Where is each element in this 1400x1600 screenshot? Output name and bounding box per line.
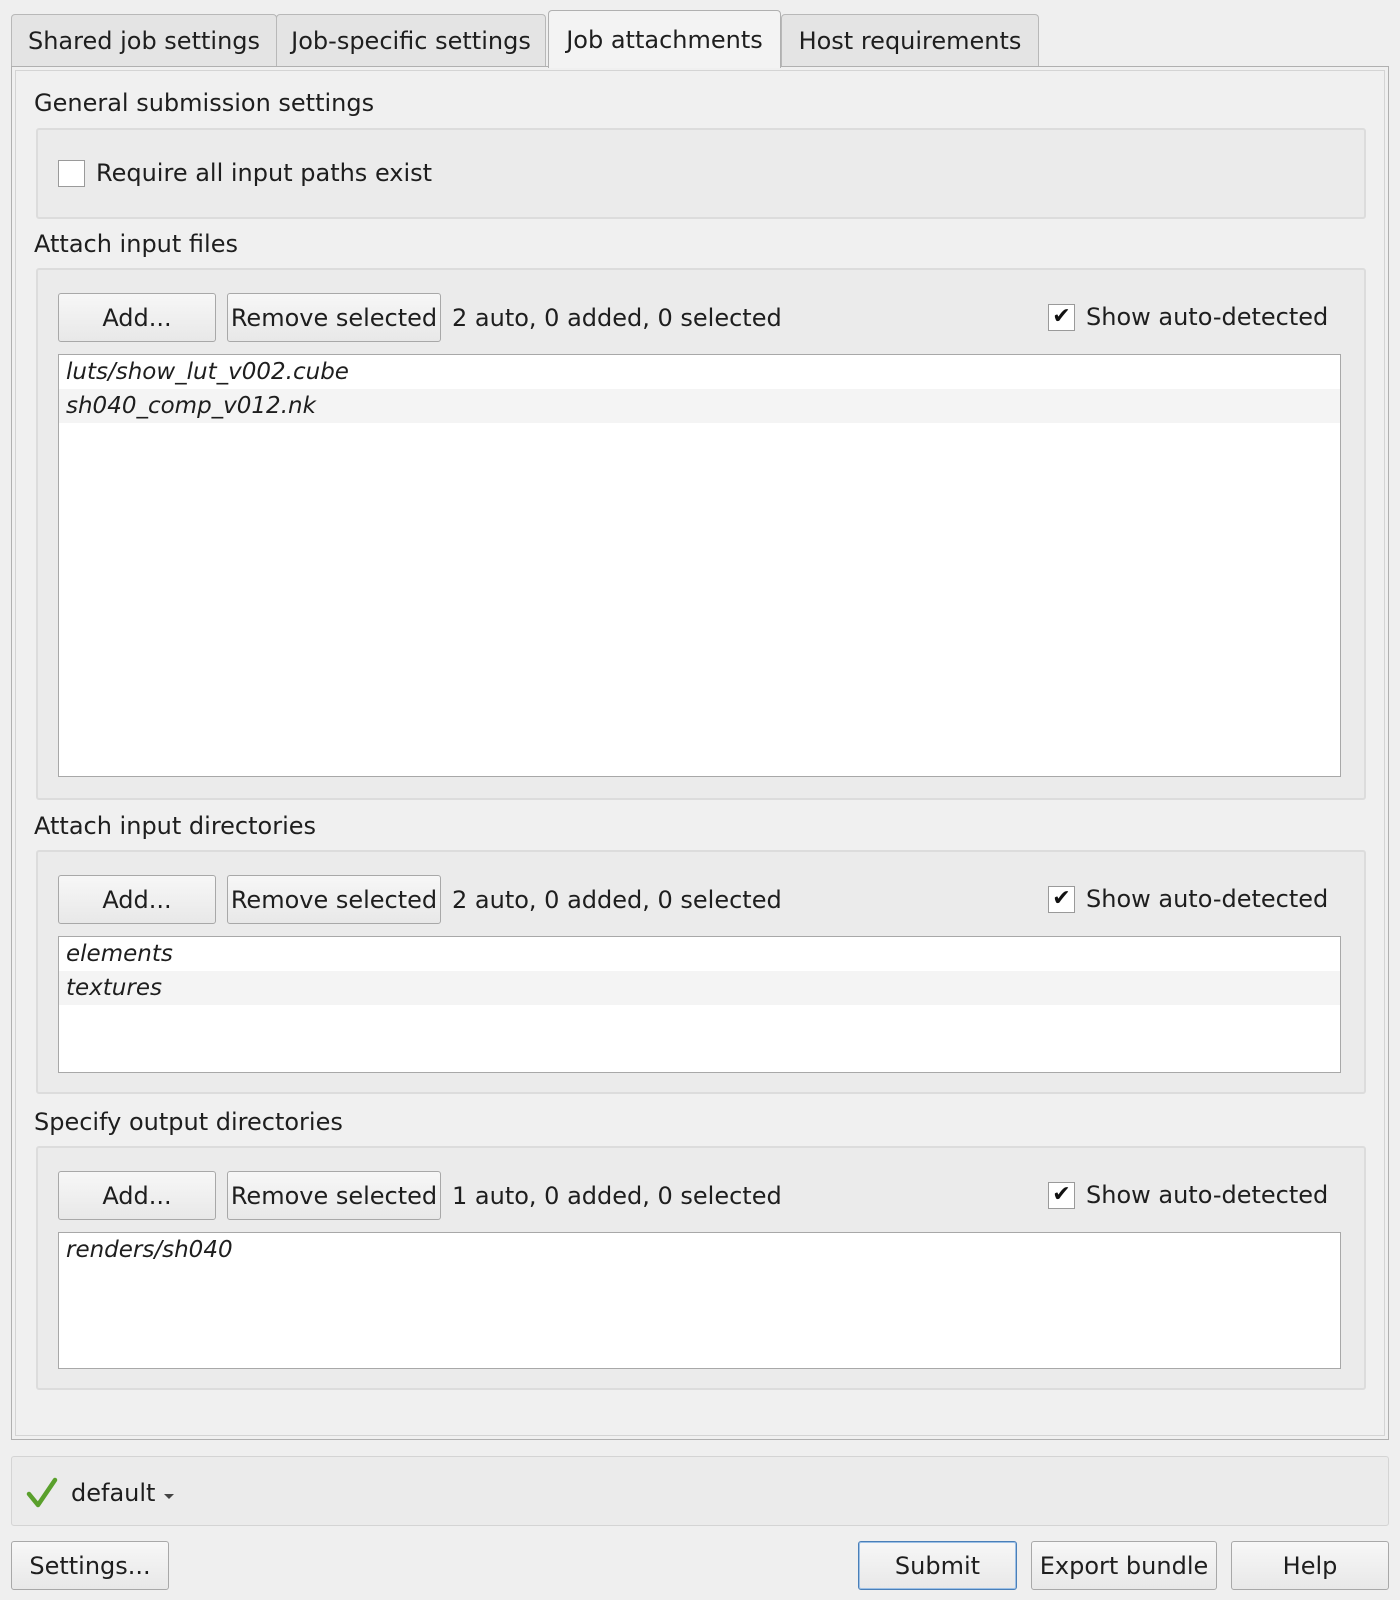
list-item[interactable]: elements: [66, 941, 173, 967]
output-dirs-add-button[interactable]: Add...: [58, 1171, 216, 1220]
tab-label: Shared job settings: [27, 26, 261, 55]
profile-selector[interactable]: [26, 1473, 175, 1513]
list-item[interactable]: sh040_comp_v012.nk: [59, 389, 1340, 423]
output-dirs-show-auto-checkbox[interactable]: ✔: [1048, 1182, 1075, 1209]
general-settings-group: [36, 128, 1366, 219]
list-item[interactable]: luts/show_lut_v002.cube: [66, 359, 349, 385]
input-files-show-auto-label: Show auto-detected: [1086, 303, 1329, 331]
input-dirs-show-auto-label: Show auto-detected: [1086, 885, 1329, 913]
export-bundle-button[interactable]: Export bundle: [1031, 1541, 1217, 1590]
checkmark-icon: [26, 1477, 58, 1509]
submit-button[interactable]: Submit: [858, 1541, 1017, 1590]
chevron-down-icon: [163, 1479, 175, 1507]
require-paths-label: Require all input paths exist: [96, 159, 433, 187]
profile-name: default: [71, 1479, 156, 1507]
list-item[interactable]: renders/sh040: [66, 1237, 233, 1263]
tab-label: Job-specific settings: [291, 26, 531, 55]
help-button[interactable]: Help: [1231, 1541, 1389, 1590]
tab-label: Host requirements: [798, 26, 1022, 55]
output-dirs-list[interactable]: [58, 1232, 1341, 1369]
tab-job-specific-settings[interactable]: [276, 14, 546, 66]
list-item[interactable]: textures: [59, 971, 1340, 1005]
input-files-status: 2 auto, 0 added, 0 selected: [452, 304, 782, 332]
input-files-show-auto-row[interactable]: [1048, 303, 1328, 331]
input-dirs-list[interactable]: [58, 936, 1341, 1073]
input-dirs-status: 2 auto, 0 added, 0 selected: [452, 886, 782, 914]
input-dirs-remove-button[interactable]: Remove selected: [227, 875, 441, 924]
output-dirs-remove-button[interactable]: Remove selected: [227, 1171, 441, 1220]
profile-bar: [11, 1456, 1389, 1526]
output-dirs-group: [36, 1146, 1366, 1390]
input-files-show-auto-checkbox[interactable]: ✔: [1048, 304, 1075, 331]
input-files-list[interactable]: [58, 354, 1341, 777]
output-dirs-status: 1 auto, 0 added, 0 selected: [452, 1182, 782, 1210]
tab-label: Job attachments: [566, 25, 763, 54]
tab-host-requirements[interactable]: [781, 14, 1039, 66]
input-dirs-add-button[interactable]: Add...: [58, 875, 216, 924]
require-paths-checkbox[interactable]: [58, 160, 85, 187]
input-files-group: [36, 268, 1366, 800]
input-files-title: Attach input files: [34, 230, 238, 258]
output-dirs-title: Specify output directories: [34, 1108, 343, 1136]
output-dirs-show-auto-label: Show auto-detected: [1086, 1181, 1329, 1209]
input-files-add-button[interactable]: Add...: [58, 293, 216, 342]
input-dirs-show-auto-checkbox[interactable]: ✔: [1048, 886, 1075, 913]
tab-job-attachments[interactable]: [548, 10, 781, 68]
settings-button[interactable]: Settings...: [11, 1541, 169, 1590]
input-dirs-show-auto-row[interactable]: [1048, 885, 1328, 913]
general-settings-title: General submission settings: [34, 89, 375, 117]
input-files-remove-button[interactable]: Remove selected: [227, 293, 441, 342]
tab-shared-job-settings[interactable]: [11, 14, 277, 66]
input-dirs-group: [36, 850, 1366, 1094]
require-paths-checkbox-row[interactable]: [58, 159, 432, 187]
output-dirs-show-auto-row[interactable]: [1048, 1181, 1328, 1209]
input-dirs-title: Attach input directories: [34, 812, 317, 840]
job-attachments-panel: [11, 66, 1389, 1440]
